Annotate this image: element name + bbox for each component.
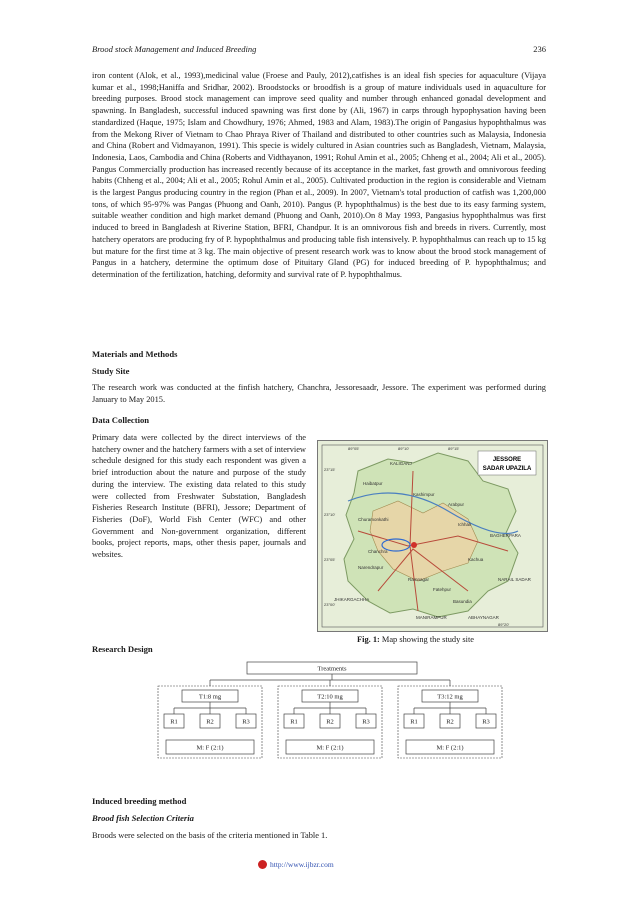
map-place: MANIRAMPUR: [416, 615, 447, 620]
lon-tick: 89°05': [348, 446, 360, 451]
map-place: Haibatpur: [363, 481, 383, 486]
replicate-label: R2: [206, 718, 214, 726]
replicate-label: R1: [410, 718, 418, 726]
treatment-group-3: [398, 680, 502, 758]
treatment-label: T3:12 mg: [437, 693, 463, 701]
intro-paragraph: iron content (Alok, et al., 1993),medicinal value (Froese and Pauly, 2012),catfishes is an ideal fish species for aquaculture (Vijaya kumar et al., 1998;Haniffa and Sridhar, 2002). Broodstocks or broodfish is a group of mature individuals used in aquaculture for breeding purposes. Brood stock management can improve seed quality and number through enhanced gonadal development and spawning. In Bangladesh, successful induced spawning was first done by (Ali, 1967) in carps through hypophysation having been standardized (Haque, 1975; Islam and Chowdhury, 1976; Ahmed, 1983 and Alam, 1983).The origin of Pangasius hypophthalmus was from the Mekong River of Vietnam to Chao Phraya River of Thailand and distributed to other countries such as Malaysia, Indonesia and China (Robert and Vidmayanon, 1991). This specie is widely cultured in Asian countries such as Bangladesh, Vietnam, Malaysia, Indonesia, Laos, Cambodia and China (Roberts and Vidthayanon, 1991; Rohul Amin et al., 2005; Chheng et al., 2004; Ali et al., 2005). Pangus Commercially production has increased recently because of its acceptance in the market, fast growth and omnivorous feeding habits (Chheng et al., 2004; Ali et al., 2005; Rohul Amin et al., 2005). Cultivated production in the region is considerable and Vietnam is the largest Pangus producing country in the region (Phan et al., 2009). In 2007, Vietnam's total production of catfish was 1,200,000 tons, of which 95-97% was Pangas (Phuong and Oanh, 2010). Pangus (P. hypophthalmus) is the best due to its easy farming system, suitable weather condition and high market demand (Phuong and Oanh, 2010).On 8 May 1993, Pangasius hypophthalmus was first induced to breed in Bangladesh at Riverine Station, BFRI, Chandpur. It is an omnivorous fish and breeds in rivers. Currently, most hatchery operators are producing fry of P. hypophthalmus and producing table fish intensively. P. hypophthalmus can reach up to 15 kg but mature for the first time at 3 kg. The main objective of present research work was to know about the brood stock management of Pangus in a hatchery, determine the optimum dose of Pituitary Gland (PG) for induced breeding of P. hypophthalmus; and determination of the fertilization, hatching, deformity and survival rate of P. hypophthalmus.: [92, 71, 546, 279]
lon-tick: 89°10': [398, 446, 410, 451]
heading-induced-breeding: Induced breeding method: [92, 796, 187, 806]
brood-selection-text: Broods were selected on the basis of the criteria mentioned in Table 1.: [92, 831, 328, 840]
treatment-label: T1:8 mg: [198, 693, 222, 701]
map-place: Narendrapur: [358, 565, 384, 570]
map-place: JHIKARGACHHA: [334, 597, 370, 602]
map-place: KALIGANJ: [390, 461, 412, 466]
heading-brood-selection: Brood fish Selection Criteria: [92, 813, 194, 823]
map-place: Arabpur: [448, 502, 465, 507]
treatment-group-1: [158, 680, 262, 758]
data-collection-text: Primary data were collected by the direct interviews of the hatchery owner and the hatchery farmers with a set of interview schedule designed for this study each respondent was given a brief introduction about the nature and purpose of the study during the interview. The existing data related to this study were collected from Freshwater Substation, Bangladesh Fisheries Research Institute (BFRI), Jessore; Department of Fisheries (DoF), World Fish Center (WFC) and other Government and Non-government organization, different books, project reports, maps, other thesis paper, journals and websites.: [92, 433, 306, 560]
journal-logo-icon: [258, 860, 267, 869]
map-place: NARAIL SADAR: [498, 577, 531, 582]
map-place: BAGHERPARA: [490, 533, 521, 538]
lat-tick: 23°10': [324, 512, 336, 517]
figure-caption-label: Fig. 1:: [357, 635, 380, 644]
map-place: Churamonkathi: [358, 517, 389, 522]
study-site-text: The research work was conducted at the finfish hatchery, Chanchra, Jessoresaadr, Jessore. The experiment was performed during January to May 2015.: [92, 383, 546, 404]
study-site-map: [317, 440, 548, 632]
ratio-label: M: F (2:1): [196, 744, 224, 752]
footer-url[interactable]: http://www.ijbzr.com: [270, 860, 334, 869]
replicate-label: R1: [290, 718, 298, 726]
running-header: [92, 44, 546, 58]
map-place: Basundia: [453, 599, 472, 604]
ratio-label: M: F (2:1): [436, 744, 464, 752]
lat-tick: 23°05': [324, 557, 336, 562]
lat-tick: 23°15': [324, 467, 336, 472]
map-place: Kashimpur: [413, 492, 435, 497]
heading-materials-methods: Materials and Methods: [92, 349, 178, 359]
heading-research-design: Research Design: [92, 644, 153, 654]
replicate-label: R2: [446, 718, 454, 726]
treatment-group-2: [278, 680, 382, 758]
map-graphic: [318, 441, 547, 631]
diagram-root: Treatments: [317, 665, 347, 673]
replicate-label: R3: [242, 718, 250, 726]
replicate-label: R1: [170, 718, 178, 726]
heading-study-site: Study Site: [92, 366, 130, 376]
map-place: Ramnagar: [408, 577, 430, 582]
lon-tick: 89°20': [498, 622, 510, 627]
research-design-diagram: [152, 660, 506, 780]
figure-caption: [357, 635, 474, 644]
replicate-label: R3: [482, 718, 490, 726]
heading-data-collection: Data Collection: [92, 415, 150, 425]
page-number: 236: [533, 44, 546, 54]
running-title: Brood stock Management and Induced Breeding: [92, 44, 257, 54]
lat-tick: 23°00': [324, 602, 336, 607]
lon-tick: 89°15': [448, 446, 460, 451]
map-title-1: JESSORE: [492, 457, 522, 463]
map-place: Ichhali: [458, 522, 472, 527]
footer: [258, 860, 334, 869]
treatment-label: T2:10 mg: [317, 693, 343, 701]
map-place: Chanchra: [368, 549, 388, 554]
map-place: Fatehpur: [433, 587, 452, 592]
replicate-label: R2: [326, 718, 334, 726]
replicate-label: R3: [362, 718, 370, 726]
map-place: ABHAYNAGAR: [468, 615, 499, 620]
ratio-label: M: F (2:1): [316, 744, 344, 752]
map-place: Kachua: [468, 557, 484, 562]
map-title-2: SADAR UPAZILA: [482, 466, 532, 472]
figure-caption-text: Map showing the study site: [379, 635, 475, 644]
